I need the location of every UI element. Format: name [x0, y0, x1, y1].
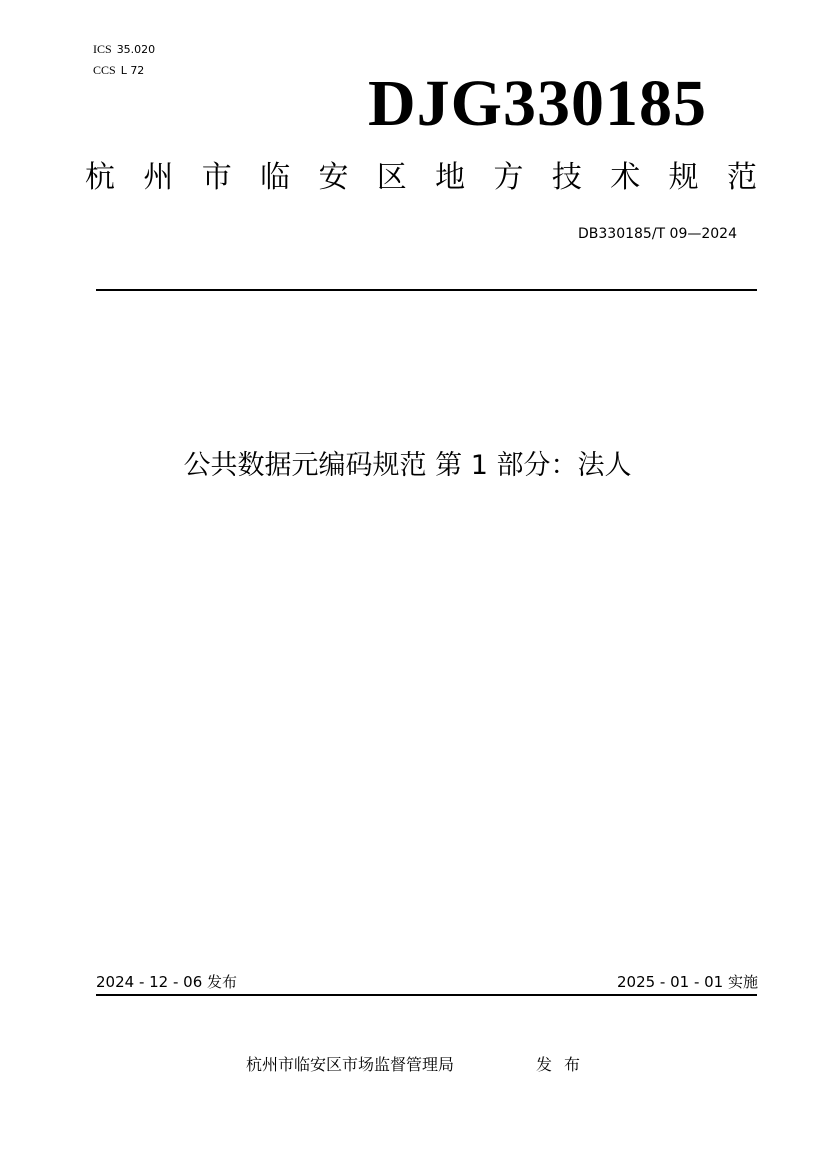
standard-type	[85, 158, 757, 198]
issue-date: 2024 - 12 - 06 发布	[96, 973, 238, 991]
classification-block	[93, 39, 155, 81]
standard-type-char: 州	[143, 160, 174, 195]
implementation-date: 2025 - 01 - 01 实施	[616, 973, 758, 991]
publish-word: 发布	[536, 1055, 593, 1074]
standard-type-char: 范	[726, 160, 757, 195]
ics-code: 35.020	[116, 43, 156, 56]
top-divider	[96, 289, 757, 291]
ics-label: ICS	[93, 42, 112, 56]
standard-type-char: 区	[376, 160, 407, 195]
ccs-line	[93, 60, 155, 81]
standard-type-char: 安	[318, 160, 349, 195]
standard-type-char: 市	[201, 160, 232, 195]
standard-code: DJG330185	[368, 67, 707, 140]
ics-line	[93, 39, 155, 60]
standard-type-char: 地	[435, 160, 466, 195]
standard-type-char: 方	[493, 160, 524, 195]
document-title: 公共数据元编码规范 第 1 部分：法人	[183, 450, 632, 481]
standard-type-char: 规	[668, 160, 699, 195]
ccs-label: CCS	[93, 63, 116, 77]
publisher-name: 杭州市临安区市场监督管理局	[246, 1055, 455, 1074]
bottom-divider	[96, 994, 757, 996]
standard-number: DB330185/T 09—2024	[578, 226, 737, 242]
ccs-code: L 72	[120, 64, 145, 77]
standard-type-char: 术	[610, 160, 641, 195]
standard-type-char: 杭	[85, 160, 115, 195]
standard-type-char: 临	[260, 160, 291, 195]
standard-type-char: 技	[551, 160, 582, 195]
